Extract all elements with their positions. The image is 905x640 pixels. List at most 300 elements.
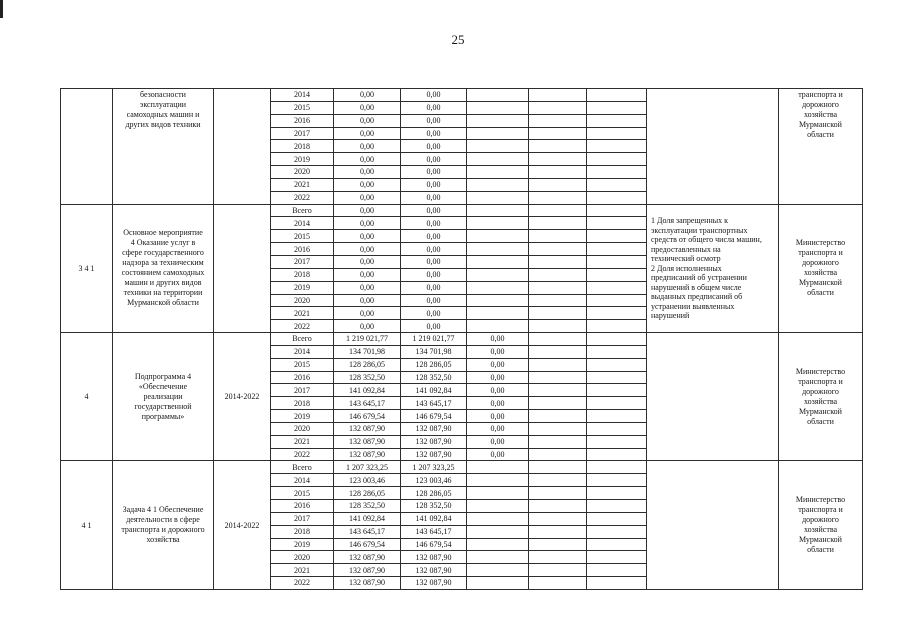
amount-regional-cell: 0,00 bbox=[401, 191, 467, 204]
description-cell bbox=[113, 333, 214, 461]
year-cell: 2019 bbox=[271, 153, 334, 166]
amount-extra-cell bbox=[529, 577, 587, 590]
amount-total-cell: 143 645,17 bbox=[334, 397, 401, 410]
year-cell: 2018 bbox=[271, 140, 334, 153]
description-line: сфере государственного bbox=[122, 248, 204, 258]
amount-other-cell bbox=[587, 204, 647, 217]
amount-federal-cell bbox=[467, 525, 529, 538]
description-line: безопасности bbox=[140, 90, 186, 99]
amount-total-cell: 0,00 bbox=[334, 255, 401, 268]
amount-other-cell bbox=[587, 448, 647, 461]
year-cell: 2022 bbox=[271, 191, 334, 204]
amount-regional-cell: 132 087,90 bbox=[401, 551, 467, 564]
amount-extra-cell bbox=[529, 191, 587, 204]
amount-total-cell: 132 087,90 bbox=[334, 422, 401, 435]
amount-regional-cell: 123 003,46 bbox=[401, 474, 467, 487]
amount-regional-cell: 0,00 bbox=[401, 281, 467, 294]
description-line: деятельности в сфере bbox=[126, 515, 200, 525]
amount-other-cell bbox=[587, 127, 647, 140]
description-line: Мурманской области bbox=[127, 298, 199, 308]
amount-other-cell bbox=[587, 500, 647, 513]
amount-other-cell bbox=[587, 191, 647, 204]
amount-other-cell bbox=[587, 153, 647, 166]
executor-line: хозяйства bbox=[803, 525, 838, 535]
amount-total-cell: 0,00 bbox=[334, 101, 401, 114]
year-cell: 2018 bbox=[271, 525, 334, 538]
year-cell: 2021 bbox=[271, 564, 334, 577]
indicator-line: устранении выявленных bbox=[651, 301, 735, 311]
year-cell: 2014 bbox=[271, 345, 334, 358]
amount-extra-cell bbox=[529, 371, 587, 384]
amount-extra-cell bbox=[529, 422, 587, 435]
executor-line: транспорта и bbox=[798, 248, 843, 258]
amount-extra-cell bbox=[529, 320, 587, 333]
amount-regional-cell: 0,00 bbox=[401, 204, 467, 217]
executor-cell bbox=[779, 89, 863, 205]
amount-total-cell: 132 087,90 bbox=[334, 551, 401, 564]
amount-regional-cell: 132 087,90 bbox=[401, 577, 467, 590]
description-line: 4 Оказание услуг в bbox=[130, 238, 196, 248]
amount-other-cell bbox=[587, 114, 647, 127]
amount-regional-cell: 143 645,17 bbox=[401, 525, 467, 538]
amount-regional-cell: 134 701,98 bbox=[401, 345, 467, 358]
description-line: других видов техники bbox=[125, 120, 201, 129]
amount-extra-cell bbox=[529, 435, 587, 448]
amount-extra-cell bbox=[529, 525, 587, 538]
amount-other-cell bbox=[587, 243, 647, 256]
amount-other-cell bbox=[587, 371, 647, 384]
amount-federal-cell bbox=[467, 140, 529, 153]
amount-total-cell: 0,00 bbox=[334, 268, 401, 281]
year-cell: Всего bbox=[271, 204, 334, 217]
page-number: 25 bbox=[451, 32, 465, 47]
amount-total-cell: 132 087,90 bbox=[334, 435, 401, 448]
year-cell: 2017 bbox=[271, 127, 334, 140]
description-cell bbox=[113, 204, 214, 332]
amount-extra-cell bbox=[529, 217, 587, 230]
amount-federal-cell bbox=[467, 564, 529, 577]
amount-federal-cell: 0,00 bbox=[467, 345, 529, 358]
amount-federal-cell bbox=[467, 294, 529, 307]
year-cell: 2017 bbox=[271, 255, 334, 268]
amount-extra-cell bbox=[529, 538, 587, 551]
amount-regional-cell: 0,00 bbox=[401, 217, 467, 230]
amount-extra-cell bbox=[529, 140, 587, 153]
amount-federal-cell: 0,00 bbox=[467, 358, 529, 371]
year-cell: 2019 bbox=[271, 538, 334, 551]
amount-regional-cell: 146 679,54 bbox=[401, 410, 467, 423]
description-line: машин и других видов bbox=[124, 278, 202, 288]
amount-regional-cell: 128 352,50 bbox=[401, 500, 467, 513]
indicator-line: нарушений bbox=[651, 311, 690, 321]
amount-federal-cell bbox=[467, 551, 529, 564]
period-cell: 2014-2022 bbox=[214, 333, 271, 461]
amount-regional-cell: 141 092,84 bbox=[401, 512, 467, 525]
amount-other-cell bbox=[587, 551, 647, 564]
amount-regional-cell: 128 352,50 bbox=[401, 371, 467, 384]
amount-extra-cell bbox=[529, 474, 587, 487]
amount-federal-cell bbox=[467, 191, 529, 204]
amount-extra-cell bbox=[529, 333, 587, 346]
amount-regional-cell: 0,00 bbox=[401, 268, 467, 281]
indicator-line: выданных предписаний об bbox=[651, 292, 743, 302]
amount-federal-cell bbox=[467, 487, 529, 500]
amount-extra-cell bbox=[529, 397, 587, 410]
year-cell: 2018 bbox=[271, 268, 334, 281]
amount-other-cell bbox=[587, 333, 647, 346]
amount-extra-cell bbox=[529, 230, 587, 243]
amount-total-cell: 128 286,05 bbox=[334, 487, 401, 500]
indicators-cell bbox=[647, 461, 779, 589]
amount-extra-cell bbox=[529, 101, 587, 114]
executor-line: области bbox=[807, 545, 834, 555]
amount-regional-cell: 0,00 bbox=[401, 320, 467, 333]
amount-regional-cell: 0,00 bbox=[401, 294, 467, 307]
amount-federal-cell bbox=[467, 230, 529, 243]
table-row bbox=[61, 204, 863, 217]
amount-total-cell: 0,00 bbox=[334, 294, 401, 307]
amount-other-cell bbox=[587, 101, 647, 114]
executor-line: Мурманской bbox=[799, 278, 842, 288]
executor-line: дорожного bbox=[802, 386, 839, 396]
amount-total-cell: 143 645,17 bbox=[334, 525, 401, 538]
amount-federal-cell bbox=[467, 204, 529, 217]
amount-extra-cell bbox=[529, 268, 587, 281]
amount-federal-cell bbox=[467, 217, 529, 230]
executor-cell bbox=[779, 204, 863, 332]
amount-other-cell bbox=[587, 474, 647, 487]
amount-regional-cell: 132 087,90 bbox=[401, 448, 467, 461]
amount-federal-cell bbox=[467, 114, 529, 127]
executor-line: транспорта и bbox=[798, 505, 843, 515]
executor-line: Мурманской bbox=[799, 535, 842, 545]
program-funding-table bbox=[60, 88, 863, 590]
amount-extra-cell bbox=[529, 178, 587, 191]
amount-regional-cell: 146 679,54 bbox=[401, 538, 467, 551]
executor-line: Мурманской bbox=[799, 406, 842, 416]
amount-federal-cell bbox=[467, 307, 529, 320]
year-cell: 2020 bbox=[271, 166, 334, 179]
amount-extra-cell bbox=[529, 243, 587, 256]
indicator-line: предоставленных на bbox=[651, 244, 721, 254]
amount-regional-cell: 143 645,17 bbox=[401, 397, 467, 410]
year-cell: 2015 bbox=[271, 358, 334, 371]
description-line: надзора за техническим bbox=[122, 258, 204, 268]
description-line: эксплуатации bbox=[139, 100, 187, 109]
amount-federal-cell bbox=[467, 127, 529, 140]
year-cell: 2018 bbox=[271, 397, 334, 410]
amount-regional-cell: 1 219 021,77 bbox=[401, 333, 467, 346]
amount-total-cell: 134 701,98 bbox=[334, 345, 401, 358]
year-cell: 2020 bbox=[271, 294, 334, 307]
amount-total-cell: 0,00 bbox=[334, 217, 401, 230]
amount-other-cell bbox=[587, 410, 647, 423]
period-cell bbox=[214, 204, 271, 332]
year-cell: 2019 bbox=[271, 410, 334, 423]
executor-line: области bbox=[807, 130, 834, 139]
indicators-cell bbox=[647, 204, 779, 332]
amount-federal-cell bbox=[467, 178, 529, 191]
year-cell: 2016 bbox=[271, 114, 334, 127]
year-cell: 2022 bbox=[271, 448, 334, 461]
amount-regional-cell: 132 087,90 bbox=[401, 422, 467, 435]
year-cell: Всего bbox=[271, 333, 334, 346]
amount-federal-cell: 0,00 bbox=[467, 384, 529, 397]
amount-extra-cell bbox=[529, 166, 587, 179]
amount-total-cell: 146 679,54 bbox=[334, 410, 401, 423]
year-cell: 2017 bbox=[271, 384, 334, 397]
description-line: самоходных машин и bbox=[126, 110, 200, 119]
amount-other-cell bbox=[587, 294, 647, 307]
amount-federal-cell bbox=[467, 268, 529, 281]
amount-extra-cell bbox=[529, 410, 587, 423]
amount-other-cell bbox=[587, 345, 647, 358]
year-cell: Всего bbox=[271, 461, 334, 474]
amount-regional-cell: 0,00 bbox=[401, 166, 467, 179]
description-line: Задача 4 1 Обеспечение bbox=[122, 505, 204, 515]
executor-line: хозяйства bbox=[803, 110, 838, 119]
amount-regional-cell: 0,00 bbox=[401, 89, 467, 102]
amount-total-cell: 0,00 bbox=[334, 166, 401, 179]
description-line: хозяйства bbox=[146, 535, 180, 545]
period-cell bbox=[214, 89, 271, 205]
year-cell: 2015 bbox=[271, 101, 334, 114]
indicator-line: предписаний об устранении bbox=[651, 273, 747, 283]
amount-total-cell: 132 087,90 bbox=[334, 448, 401, 461]
amount-extra-cell bbox=[529, 294, 587, 307]
executor-line: хозяйства bbox=[803, 268, 838, 278]
amount-extra-cell bbox=[529, 487, 587, 500]
amount-total-cell: 0,00 bbox=[334, 307, 401, 320]
year-cell: 2014 bbox=[271, 89, 334, 102]
amount-federal-cell: 0,00 bbox=[467, 422, 529, 435]
indicator-line: средств от общего числа машин, bbox=[651, 235, 762, 245]
amount-federal-cell bbox=[467, 512, 529, 525]
amount-other-cell bbox=[587, 384, 647, 397]
executor-line: транспорта и bbox=[798, 376, 843, 386]
executor-line: Министерство bbox=[795, 238, 846, 248]
amount-federal-cell bbox=[467, 243, 529, 256]
amount-total-cell: 146 679,54 bbox=[334, 538, 401, 551]
amount-extra-cell bbox=[529, 358, 587, 371]
amount-regional-cell: 0,00 bbox=[401, 255, 467, 268]
amount-federal-cell: 0,00 bbox=[467, 435, 529, 448]
amount-total-cell: 123 003,46 bbox=[334, 474, 401, 487]
item-number-cell: 4 bbox=[61, 333, 113, 461]
item-number-cell: 3 4 1 bbox=[61, 204, 113, 332]
indicator-line: 1 Доля запрещенных к bbox=[651, 216, 728, 226]
amount-federal-cell bbox=[467, 89, 529, 102]
amount-total-cell: 0,00 bbox=[334, 230, 401, 243]
amount-extra-cell bbox=[529, 512, 587, 525]
amount-regional-cell: 132 087,90 bbox=[401, 435, 467, 448]
description-line: состоянием самоходных bbox=[121, 268, 205, 278]
amount-other-cell bbox=[587, 268, 647, 281]
amount-federal-cell bbox=[467, 255, 529, 268]
table-body bbox=[61, 89, 863, 590]
executor-cell bbox=[779, 333, 863, 461]
amount-total-cell: 128 352,50 bbox=[334, 371, 401, 384]
amount-federal-cell bbox=[467, 281, 529, 294]
description-line: программы» bbox=[141, 411, 185, 421]
year-cell: 2020 bbox=[271, 422, 334, 435]
amount-extra-cell bbox=[529, 114, 587, 127]
amount-regional-cell: 128 286,05 bbox=[401, 358, 467, 371]
executor-line: Мурманской bbox=[799, 120, 842, 129]
amount-extra-cell bbox=[529, 89, 587, 102]
amount-other-cell bbox=[587, 422, 647, 435]
amount-extra-cell bbox=[529, 551, 587, 564]
description-line: реализации bbox=[143, 391, 183, 401]
amount-extra-cell bbox=[529, 255, 587, 268]
description-line: государственной bbox=[134, 401, 192, 411]
indicator-line: технический осмотр bbox=[651, 254, 721, 264]
amount-total-cell: 0,00 bbox=[334, 89, 401, 102]
amount-total-cell: 0,00 bbox=[334, 243, 401, 256]
amount-extra-cell bbox=[529, 345, 587, 358]
amount-other-cell bbox=[587, 255, 647, 268]
amount-extra-cell bbox=[529, 448, 587, 461]
amount-extra-cell bbox=[529, 281, 587, 294]
table-row bbox=[61, 333, 863, 346]
amount-other-cell bbox=[587, 178, 647, 191]
executor-line: Министерство bbox=[795, 495, 846, 505]
amount-regional-cell: 0,00 bbox=[401, 114, 467, 127]
amount-total-cell: 128 286,05 bbox=[334, 358, 401, 371]
description-line: техники на территории bbox=[123, 288, 203, 298]
amount-federal-cell bbox=[467, 474, 529, 487]
amount-total-cell: 0,00 bbox=[334, 204, 401, 217]
description-line: «Обеспечение bbox=[138, 381, 188, 391]
amount-other-cell bbox=[587, 435, 647, 448]
amount-regional-cell: 0,00 bbox=[401, 101, 467, 114]
amount-federal-cell: 0,00 bbox=[467, 371, 529, 384]
amount-federal-cell bbox=[467, 166, 529, 179]
year-cell: 2022 bbox=[271, 320, 334, 333]
amount-regional-cell: 0,00 bbox=[401, 127, 467, 140]
indicator-line: 2 Доля исполненных bbox=[651, 263, 722, 273]
amount-federal-cell bbox=[467, 320, 529, 333]
amount-federal-cell: 0,00 bbox=[467, 333, 529, 346]
amount-total-cell: 132 087,90 bbox=[334, 564, 401, 577]
amount-federal-cell bbox=[467, 153, 529, 166]
amount-total-cell: 1 219 021,77 bbox=[334, 333, 401, 346]
amount-other-cell bbox=[587, 89, 647, 102]
year-cell: 2022 bbox=[271, 577, 334, 590]
amount-extra-cell bbox=[529, 384, 587, 397]
amount-other-cell bbox=[587, 525, 647, 538]
year-cell: 2017 bbox=[271, 512, 334, 525]
year-cell: 2014 bbox=[271, 474, 334, 487]
year-cell: 2021 bbox=[271, 178, 334, 191]
table-row bbox=[61, 461, 863, 474]
amount-other-cell bbox=[587, 564, 647, 577]
amount-other-cell bbox=[587, 166, 647, 179]
indicator-line: эксплуатации транспортных bbox=[651, 225, 748, 235]
amount-regional-cell: 0,00 bbox=[401, 153, 467, 166]
year-cell: 2016 bbox=[271, 500, 334, 513]
amount-federal-cell bbox=[467, 538, 529, 551]
amount-regional-cell: 0,00 bbox=[401, 307, 467, 320]
amount-other-cell bbox=[587, 230, 647, 243]
period-cell: 2014-2022 bbox=[214, 461, 271, 589]
executor-cell bbox=[779, 461, 863, 589]
amount-federal-cell bbox=[467, 577, 529, 590]
amount-total-cell: 141 092,84 bbox=[334, 384, 401, 397]
year-cell: 2021 bbox=[271, 307, 334, 320]
amount-federal-cell bbox=[467, 101, 529, 114]
amount-other-cell bbox=[587, 140, 647, 153]
amount-other-cell bbox=[587, 512, 647, 525]
amount-other-cell bbox=[587, 358, 647, 371]
amount-total-cell: 132 087,90 bbox=[334, 577, 401, 590]
year-cell: 2014 bbox=[271, 217, 334, 230]
description-line: Основное мероприятие bbox=[123, 228, 203, 238]
scan-artifact-mark bbox=[0, 0, 3, 18]
amount-other-cell bbox=[587, 281, 647, 294]
amount-total-cell: 0,00 bbox=[334, 281, 401, 294]
amount-federal-cell bbox=[467, 461, 529, 474]
amount-other-cell bbox=[587, 397, 647, 410]
amount-extra-cell bbox=[529, 500, 587, 513]
year-cell: 2016 bbox=[271, 371, 334, 384]
amount-total-cell: 0,00 bbox=[334, 114, 401, 127]
year-cell: 2021 bbox=[271, 435, 334, 448]
amount-regional-cell: 0,00 bbox=[401, 178, 467, 191]
amount-regional-cell: 1 207 323,25 bbox=[401, 461, 467, 474]
executor-line: области bbox=[807, 288, 834, 298]
amount-total-cell: 1 207 323,25 bbox=[334, 461, 401, 474]
amount-other-cell bbox=[587, 461, 647, 474]
year-cell: 2016 bbox=[271, 243, 334, 256]
executor-line: дорожного bbox=[802, 258, 839, 268]
amount-other-cell bbox=[587, 538, 647, 551]
amount-other-cell bbox=[587, 487, 647, 500]
amount-total-cell: 128 352,50 bbox=[334, 500, 401, 513]
amount-extra-cell bbox=[529, 127, 587, 140]
description-cell bbox=[113, 89, 214, 205]
description-line: транспорта и дорожного bbox=[121, 525, 205, 535]
amount-extra-cell bbox=[529, 307, 587, 320]
year-cell: 2019 bbox=[271, 281, 334, 294]
executor-line: дорожного bbox=[802, 100, 839, 109]
amount-extra-cell bbox=[529, 564, 587, 577]
year-cell: 2015 bbox=[271, 230, 334, 243]
year-cell: 2020 bbox=[271, 551, 334, 564]
indicator-line: нарушений в общем числе bbox=[651, 282, 742, 292]
amount-federal-cell: 0,00 bbox=[467, 448, 529, 461]
year-cell: 2015 bbox=[271, 487, 334, 500]
executor-line: транспорта и bbox=[798, 90, 843, 99]
amount-regional-cell: 132 087,90 bbox=[401, 564, 467, 577]
amount-other-cell bbox=[587, 217, 647, 230]
description-line: Подпрограмма 4 bbox=[134, 371, 192, 381]
executor-line: хозяйства bbox=[803, 396, 838, 406]
indicators-cell bbox=[647, 89, 779, 205]
amount-total-cell: 141 092,84 bbox=[334, 512, 401, 525]
amount-extra-cell bbox=[529, 153, 587, 166]
item-number-cell bbox=[61, 89, 113, 205]
amount-total-cell: 0,00 bbox=[334, 140, 401, 153]
description-cell bbox=[113, 461, 214, 589]
amount-total-cell: 0,00 bbox=[334, 191, 401, 204]
amount-regional-cell: 0,00 bbox=[401, 230, 467, 243]
executor-line: Министерство bbox=[795, 366, 846, 376]
amount-regional-cell: 128 286,05 bbox=[401, 487, 467, 500]
amount-regional-cell: 141 092,84 bbox=[401, 384, 467, 397]
amount-extra-cell bbox=[529, 461, 587, 474]
table-row bbox=[61, 89, 863, 102]
